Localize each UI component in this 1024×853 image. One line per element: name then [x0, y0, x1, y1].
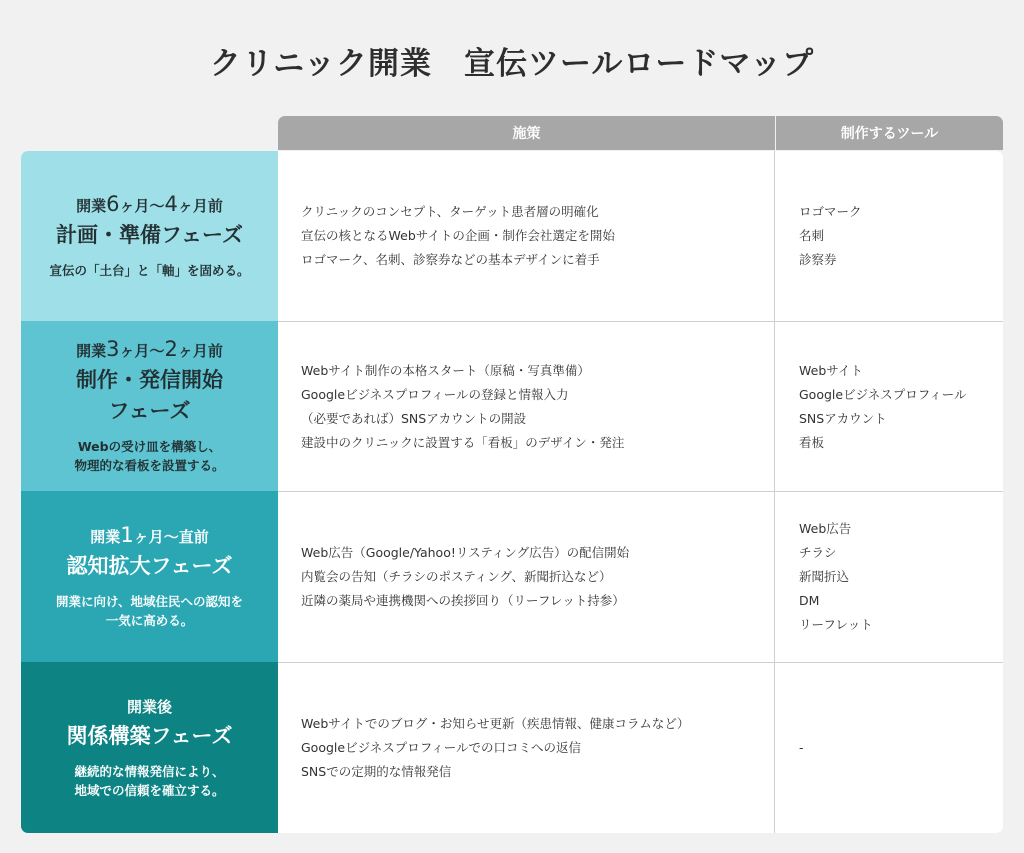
phase-period: 開業6ヶ月〜4ヶ月前	[76, 192, 223, 216]
measure-item: （必要であれば）SNSアカウントの開設	[301, 410, 527, 426]
phase-description: 継続的な情報発信により、 地域での信頼を確立する。	[74, 763, 225, 798]
tools-cell	[775, 321, 1003, 491]
tool-item: Webサイト	[799, 362, 863, 378]
tool-item: Web広告	[799, 521, 852, 536]
phase-row-relationship	[21, 662, 1003, 833]
measures-cell	[278, 662, 775, 833]
phase-name: 制作・発信開始 フェーズ	[76, 368, 223, 423]
tool-item: -	[799, 740, 804, 755]
phase-description: 宣伝の「土台」と「軸」を固める。	[49, 263, 250, 278]
phase-row-production	[21, 321, 1003, 491]
tools-cell	[775, 491, 1003, 662]
tools-cell	[775, 662, 1003, 833]
phase-cell	[21, 662, 278, 833]
tool-item: 診察券	[799, 252, 837, 267]
tool-item: Googleビジネスプロフィール	[799, 386, 967, 402]
column-header-measures: 施策	[278, 116, 775, 150]
page-title: クリニック開業 宣伝ツールロードマップ	[209, 46, 815, 82]
phase-name: 認知拡大フェーズ	[66, 554, 233, 578]
tool-item: 看板	[799, 434, 825, 450]
phase-name: 計画・準備フェーズ	[56, 223, 243, 247]
measure-item: 内覧会の告知（チラシのポスティング、新聞折込など）	[301, 569, 612, 584]
measure-item: クリニックのコンセプト、ターゲット患者層の明確化	[301, 204, 599, 219]
tools-cell	[775, 151, 1003, 321]
phase-period: 開業3ヶ月〜2ヶ月前	[76, 337, 223, 361]
measures-cell	[278, 151, 775, 321]
column-header-tools: 制作するツール	[776, 116, 1003, 150]
measure-item: 近隣の薬局や連携機関への挨拶回り（リーフレット持参）	[301, 593, 625, 608]
measure-item: Webサイト制作の本格スタート（原稿・写真準備）	[301, 362, 590, 378]
phase-description: 開業に向け、地域住民への認知を 一気に高める。	[55, 594, 243, 628]
tool-item: チラシ	[799, 545, 837, 560]
tool-item: ロゴマーク	[799, 204, 862, 219]
measure-item: 宣伝の核となるWebサイトの企画・制作会社選定を開始	[301, 228, 615, 243]
phase-description: Webの受け皿を構築し、 物理的な看板を設置する。	[74, 439, 225, 473]
measure-item: 建設中のクリニックに設置する「看板」のデザイン・発注	[301, 434, 625, 450]
measure-item: Googleビジネスプロフィールでの口コミへの返信	[301, 740, 581, 755]
phase-period: 開業後	[126, 697, 172, 716]
measure-item: SNSでの定期的な情報発信	[301, 764, 452, 779]
phase-cell	[21, 151, 278, 321]
measure-item: ロゴマーク、名刺、診察券などの基本デザインに着手	[301, 252, 600, 267]
measure-item: Web広告（Google/Yahoo!リスティング広告）の配信開始	[301, 545, 630, 560]
measures-cell	[278, 491, 775, 662]
measure-item: Googleビジネスプロフィールの登録と情報入力	[301, 386, 569, 402]
phase-row-awareness	[21, 491, 1003, 662]
tool-item: DM	[799, 593, 820, 608]
measures-cell	[278, 321, 775, 491]
roadmap-table	[21, 151, 1003, 833]
tool-item: 名刺	[799, 228, 825, 243]
phase-cell	[21, 321, 278, 491]
tool-item: SNSアカウント	[799, 410, 887, 426]
phase-name: 関係構築フェーズ	[66, 723, 233, 748]
tool-item: 新聞折込	[799, 569, 850, 584]
measure-item: Webサイトでのブログ・お知らせ更新（疾患情報、健康コラムなど）	[301, 716, 690, 731]
phase-period: 開業1ヶ月〜直前	[90, 523, 209, 547]
phase-cell	[21, 491, 278, 662]
phase-row-planning	[21, 151, 1003, 321]
tool-item: リーフレット	[799, 617, 873, 632]
